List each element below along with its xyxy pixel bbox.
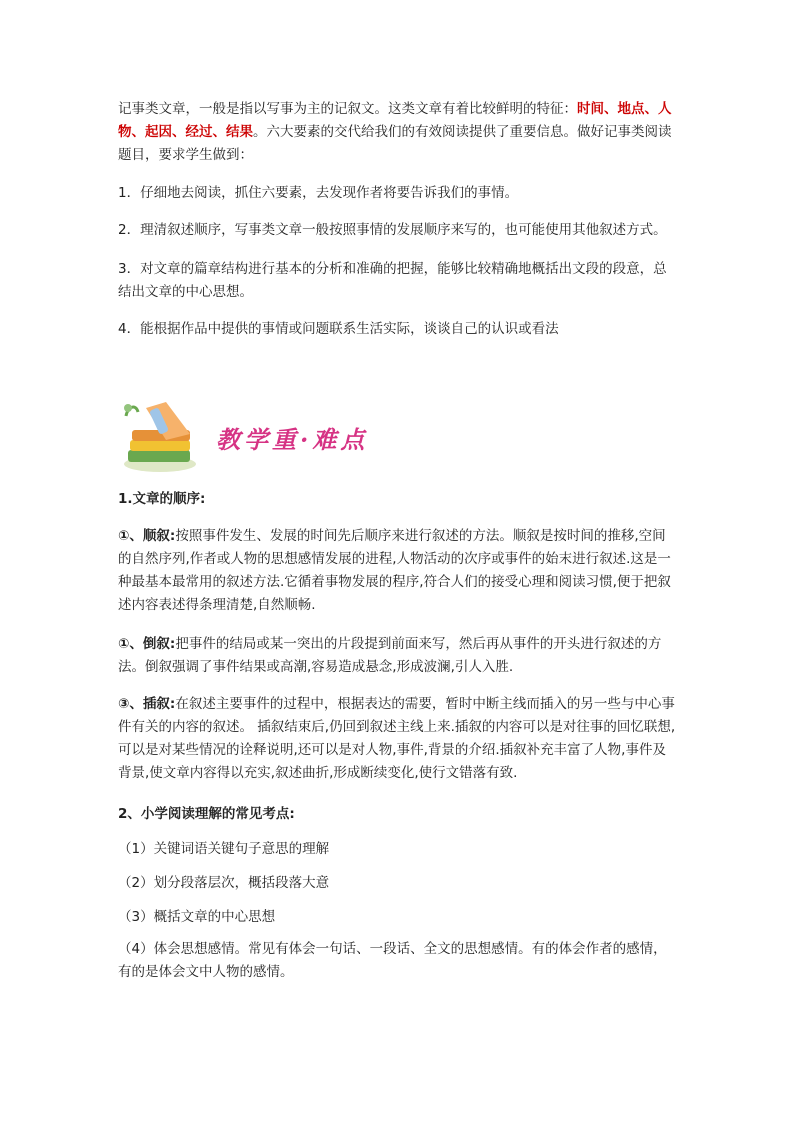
requirement-2: 2．理清叙述顺序，写事类文章一般按照事情的发展顺序来写的，也可能使用其他叙述方式。 bbox=[118, 222, 667, 238]
narration-term-2: ①、倒叙: bbox=[118, 636, 176, 652]
section1-heading: 1.文章的顺序: bbox=[118, 491, 206, 507]
test-point-1: （1）关键词语关键句子意思的理解 bbox=[118, 841, 330, 857]
intro-paragraph bbox=[118, 98, 678, 167]
section2-heading: 2、小学阅读理解的常见考点: bbox=[118, 806, 295, 822]
test-point-4: （4）体会思想感情。常见有体会一句话、一段话、全文的思想感情。有的体会作者的感情，有的是体会文中人物的感情。 bbox=[118, 941, 667, 980]
narration-item-2 bbox=[118, 633, 678, 679]
banner-title: 教学重·难点 bbox=[216, 425, 369, 454]
intro-text-2: 。六大要素的交代给我们的有效阅读提供了重要信息。做好记事类阅读题目，要求学生做到： bbox=[118, 124, 672, 163]
section-banner bbox=[118, 398, 408, 478]
intro-text-1: 记事类文章，一般是指以写事为主的记叙文。这类文章有着比较鲜明的特征： bbox=[118, 101, 577, 117]
narration-text-2: 把事件的结局或某一突出的片段提到前面来写，然后再从事件的开头进行叙述的方法。倒叙强调了事件结果或高潮,容易造成悬念,形成波澜,引人入胜. bbox=[118, 636, 662, 675]
test-point-2: （2）划分段落层次，概括段落大意 bbox=[118, 875, 330, 891]
narration-text-3: 在叙述主要事件的过程中，根据表达的需要，暂时中断主线而插入的另一些与中心事件有关的内容的叙述。 插叙结束后,仍回到叙述主线上来.插叙的内容可以是对往事的回忆联想,可以是对某些情况的诠释说明,还可以是对人物,事件,背景的介绍.插叙补充丰富了人物,事件及背景,使文章内容得以充实,叙述曲折,形成断续变化,使行文错落有致. bbox=[118, 696, 676, 781]
six-elements: 时间、地点、人物、起因、经过、结果 bbox=[118, 101, 672, 140]
narration-text-1: 按照事件发生、发展的时间先后顺序来进行叙述的方法。顺叙是按时间的推移,空间的自然序列,作者或人物的思想感情发展的进程,人物活动的次序或事件的始末进行叙述.这是一种最基本最常用的叙述方法.它循着事物发展的程序,符合人们的接受心理和阅读习惯,便于把叙述内容表述得条理清楚,自然顺畅. bbox=[118, 528, 671, 613]
book-pencil-icon bbox=[118, 398, 208, 478]
narration-term-3: ③、插叙: bbox=[118, 696, 176, 712]
test-point-3: （3）概括文章的中心思想 bbox=[118, 909, 276, 925]
requirement-1: 1．仔细地去阅读，抓住六要素，去发现作者将要告诉我们的事情。 bbox=[118, 185, 519, 201]
narration-item-1 bbox=[118, 525, 678, 617]
requirement-3: 3．对文章的篇章结构进行基本的分析和准确的把握，能够比较精确地概括出文段的段意，总结出文章的中心思想。 bbox=[118, 261, 667, 300]
narration-term-1: ①、顺叙: bbox=[118, 528, 176, 544]
narration-item-3 bbox=[118, 693, 678, 785]
requirement-4: 4．能根据作品中提供的事情或问题联系生活实际，谈谈自己的认识或看法 bbox=[118, 321, 559, 337]
